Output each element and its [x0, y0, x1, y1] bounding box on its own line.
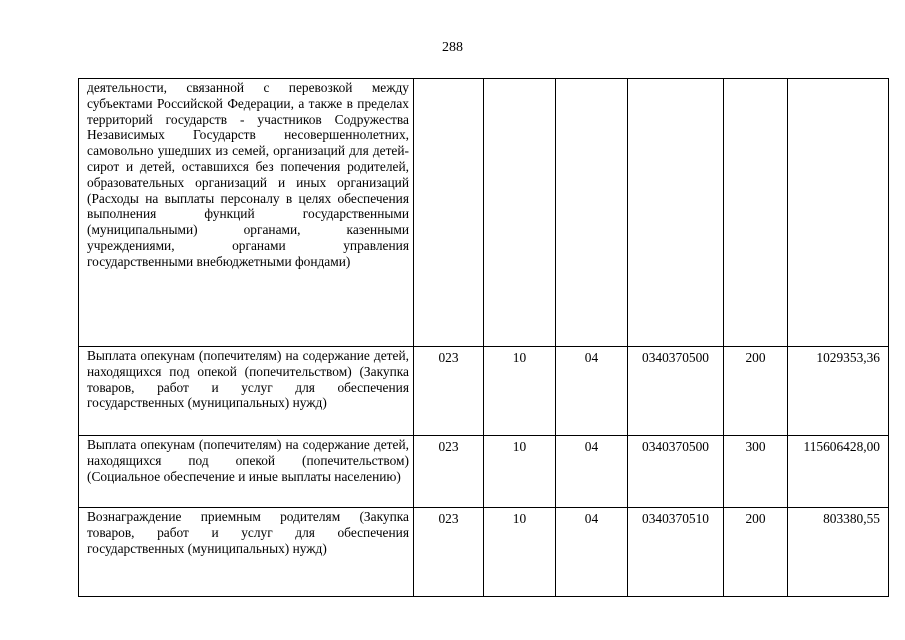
amount — [788, 79, 889, 347]
amount: 803380,55 — [788, 508, 889, 597]
section-code — [484, 79, 556, 347]
subsection-code: 04 — [556, 508, 628, 597]
target-article-code — [628, 79, 724, 347]
row-description: Выплата опекунам (попечителям) на содержание детей, находящихся под опекой (попечительством) (Социальное обеспечение и иные выплаты населению) — [79, 436, 414, 508]
table-row — [79, 79, 889, 347]
subsection-code — [556, 79, 628, 347]
ministry-code: 023 — [414, 347, 484, 436]
budget-table — [78, 78, 889, 597]
row-description: Выплата опекунам (попечителям) на содержание детей, находящихся под опекой (попечительством) (Закупка товаров, работ и услуг для обеспечения государственных (муниципальных) нужд) — [79, 347, 414, 436]
target-article-code: 0340370500 — [628, 436, 724, 508]
ministry-code — [414, 79, 484, 347]
section-code: 10 — [484, 508, 556, 597]
ministry-code: 023 — [414, 508, 484, 597]
table-row — [79, 436, 889, 508]
expense-type-code — [724, 79, 788, 347]
row-description: деятельности, связанной с перевозкой между субъектами Российской Федерации, а также в пределах территорий государств - участников Содружества Независимых Государств несовершеннолетних, самовольно ушедших из семей, организаций для детей-сирот и детей, оставшихся без попечения родителей, образовательных организаций и иных организаций (Расходы на выплаты персоналу в целях обеспечения выполнения функций государственными (муниципальными) органами, казенными учреждениями, органами управления государственными внебюджетными фондами) — [79, 79, 414, 347]
expense-type-code: 200 — [724, 347, 788, 436]
subsection-code: 04 — [556, 436, 628, 508]
table-row — [79, 347, 889, 436]
target-article-code: 0340370510 — [628, 508, 724, 597]
amount: 115606428,00 — [788, 436, 889, 508]
subsection-code: 04 — [556, 347, 628, 436]
section-code: 10 — [484, 436, 556, 508]
ministry-code: 023 — [414, 436, 484, 508]
amount: 1029353,36 — [788, 347, 889, 436]
page-number: 288 — [442, 40, 463, 55]
section-code: 10 — [484, 347, 556, 436]
expense-type-code: 300 — [724, 436, 788, 508]
expense-type-code: 200 — [724, 508, 788, 597]
target-article-code: 0340370500 — [628, 347, 724, 436]
row-description: Вознаграждение приемным родителям (Закупка товаров, работ и услуг для обеспечения государственных (муниципальных) нужд) — [79, 508, 414, 597]
table-row — [79, 508, 889, 597]
